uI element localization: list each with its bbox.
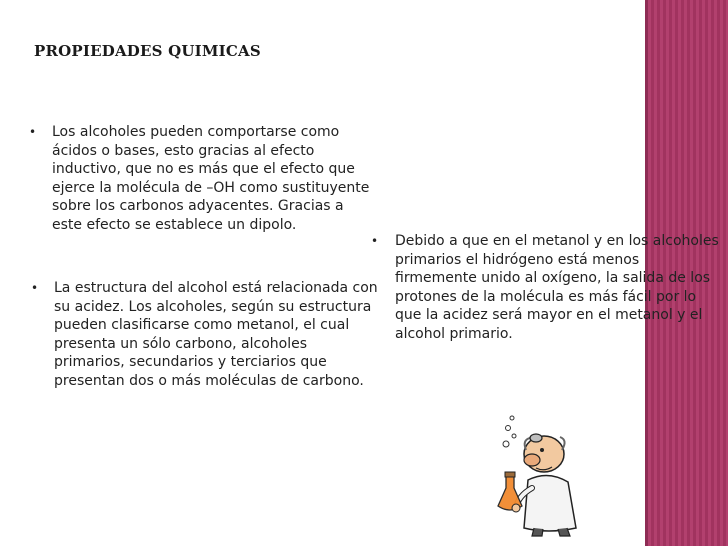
bullet-item-2 xyxy=(31,279,379,391)
bullet-marker: • xyxy=(29,125,37,139)
bullet-item-3 xyxy=(371,232,721,344)
scientist-with-flask-icon xyxy=(488,410,608,540)
bullet-text-2: La estructura del alcohol está relacionada con su acidez. Los alcoholes, según su estructura pueden clasificarse como metanol, el cual presenta un sólo carbono, alcoholes primarios, secundarios y terciarios que presentan dos o más moléculas de carbono. xyxy=(54,280,378,389)
bullet-item-1 xyxy=(29,123,374,235)
bullet-text-1: Los alcoholes pueden comportarse como ácidos o bases, esto gracias al efecto inductivo, que no es más que el efecto que ejerce la molécula de –OH como sustituyente sobre los carbonos adyacentes. Gracias a este efecto se establece un dipolo. xyxy=(52,124,370,233)
slide-title: PROPIEDADES QUIMICAS xyxy=(34,42,261,60)
bullet-text-3: Debido a que en el metanol y en los alcoholes primarios el hidrógeno está menos firmemente unido al oxígeno, la salida de los protones de la molécula es más fácil por lo que la acidez será mayor en el metanol y el alcohol primario. xyxy=(395,233,719,342)
bullet-marker: • xyxy=(371,234,379,248)
bullet-marker: • xyxy=(31,281,39,295)
